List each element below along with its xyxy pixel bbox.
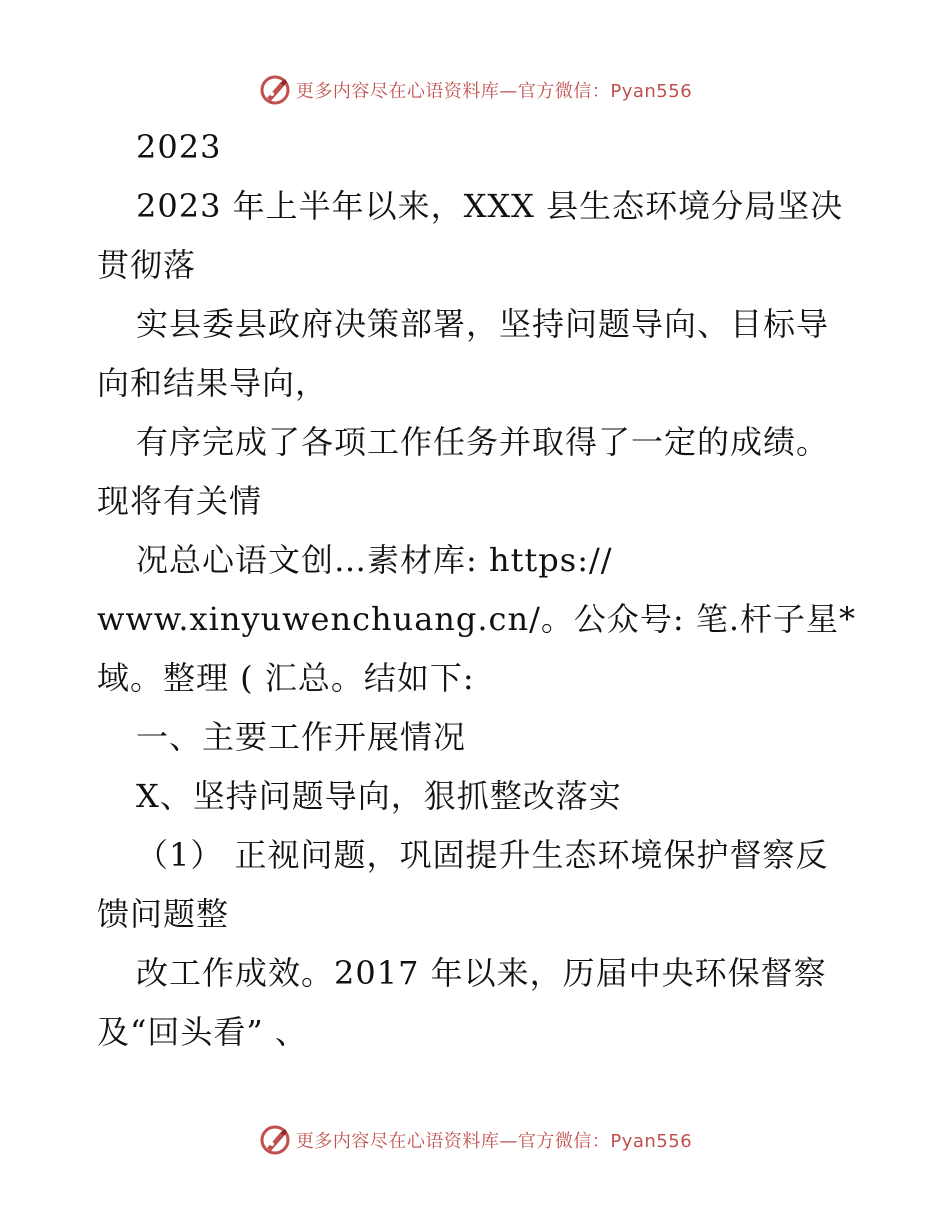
doc-line: 况总心语文创…素材库: https:// [136, 541, 613, 579]
header-watermark-banner [0, 70, 950, 110]
doc-line: 现将有关情 [97, 482, 263, 520]
document-body [97, 118, 857, 1062]
doc-line: 向和结果导向， [97, 364, 329, 402]
doc-line: 及“回头看” 、 [97, 1013, 308, 1051]
pen-nib-logo-icon [258, 1123, 292, 1157]
doc-line: 域。整理 ( 汇总。结如下: [97, 659, 475, 697]
doc-line: 有序完成了各项工作任务并取得了一定的成绩。 [136, 423, 830, 461]
footer-watermark-banner [0, 1120, 950, 1160]
pen-nib-logo-icon [258, 73, 292, 107]
subsection-heading: X、坚持问题导向，狠抓整改落实 [136, 777, 622, 815]
banner-text: 更多内容尽在心语资料库—官方微信：Pyan556 [295, 1131, 693, 1152]
doc-line: 2023 年上半年以来，XXX 县生态环境分局坚决 [136, 187, 844, 225]
doc-line: 实县委县政府决策部署，坚持问题导向、目标导 [136, 305, 830, 343]
doc-line: 2023 [136, 128, 222, 166]
doc-line: www.xinyuwenchuang.cn/。公众号: 笔.杆子星* [97, 600, 856, 638]
section-heading: 一、主要工作开展情况 [136, 718, 467, 756]
banner-text: 更多内容尽在心语资料库—官方微信：Pyan556 [295, 81, 693, 102]
doc-line: 改工作成效。2017 年以来，历届中央环保督察 [136, 954, 827, 992]
doc-line: 馈问题整 [97, 895, 230, 933]
doc-line: （1） 正视问题，巩固提升生态环境保护督察反 [136, 836, 829, 874]
doc-line: 贯彻落 [97, 246, 197, 284]
